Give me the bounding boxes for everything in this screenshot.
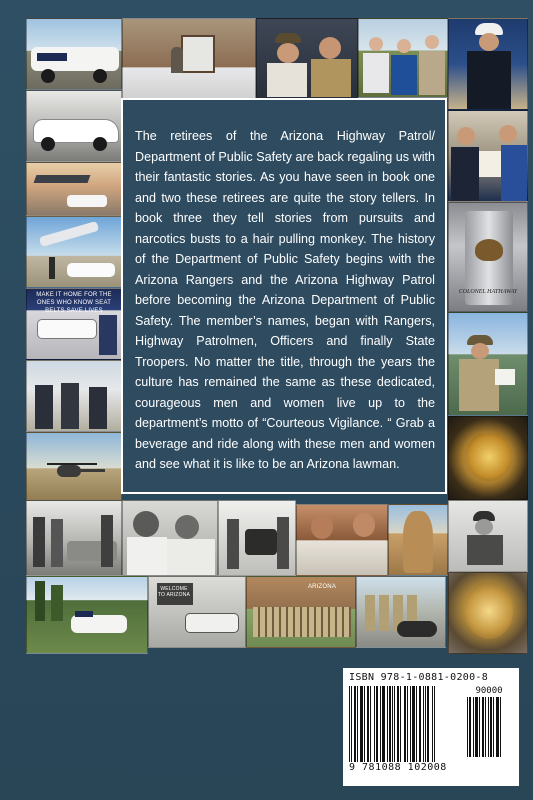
school-sign-text: ARIZONA — [307, 584, 337, 590]
welcome-sign-text: WELCOME TO ARIZONA — [157, 586, 191, 598]
lighter-caption: COLONEL HATHAWAY — [458, 289, 518, 295]
photo-brick-building — [122, 18, 256, 100]
photo-patrolman-badge-2 — [448, 572, 528, 654]
photo-officer-writing-ticket — [448, 312, 528, 416]
photo-officers-cars-bw — [26, 500, 122, 576]
photo-jet-car-1 — [26, 162, 122, 216]
photo-motorcycle-officer — [448, 500, 528, 572]
addon-number: 90000 — [475, 686, 503, 696]
photo-ceremonial-officer — [448, 18, 528, 110]
photo-patrol-car-1 — [26, 18, 122, 90]
seatbelt-caption: MAKE IT HOME FOR THE ONES WHO KNOW SEAT BELTS SAVE LIVES — [36, 292, 112, 314]
photo-jet-car-2 — [26, 216, 122, 288]
photo-zippo-lighter — [448, 202, 528, 312]
photo-seatbelt-poster — [26, 288, 122, 360]
photo-academy-class — [246, 576, 356, 648]
photo-officers-paperwork — [122, 500, 218, 576]
photo-retirees-group — [358, 18, 448, 98]
photo-patrolman-badge-1 — [448, 416, 528, 500]
photo-motorcycle-squad — [356, 576, 446, 648]
photo-troopers-hats — [256, 18, 358, 98]
photo-helicopter — [26, 432, 122, 504]
addon-barcode — [467, 686, 511, 757]
blurb-text: The retirees of the Arizona Highway Patrol/ Department of Public Safety are back regaling us with their fantastic stories. As you have seen in book one and two these retirees are quite the story tellers. In book three they tell stories from pursuits and narcotics busts to a hair pulling monkey. The history of the Department of Public Safety begins with the Arizona Rangers and the Arizona Highway Patrol before becoming the Arizona Department of Public Safety. The member’s names, began with Rangers, Highway Patrolmen, Officers and finally State Troopers. No matter the title, through the years the culture has remained the same as these dedicated, courageous men and women live up to the department’s motto of “Courteous Vigilance. “ Grab a beverage and ride along with these men and women and see what it is like to be an Arizona lawman. — [135, 129, 435, 471]
photo-sports-car — [26, 90, 122, 162]
ean-digits: 9 781088 102008 — [349, 762, 447, 773]
photo-officers-snow — [26, 360, 122, 432]
photo-officer-certificate — [448, 110, 528, 202]
photo-patrol-car-bw — [218, 500, 296, 576]
photo-rock-formation — [388, 504, 448, 576]
isbn-number: ISBN 978-1-0881-0200-8 — [349, 672, 489, 683]
photo-two-men-smiling — [296, 504, 388, 576]
isbn-barcode — [343, 668, 519, 786]
blurb-panel — [121, 98, 447, 494]
photo-patrol-car-trees — [26, 576, 148, 654]
ean-bars — [349, 686, 461, 762]
photo-welcome-sign — [148, 576, 246, 648]
